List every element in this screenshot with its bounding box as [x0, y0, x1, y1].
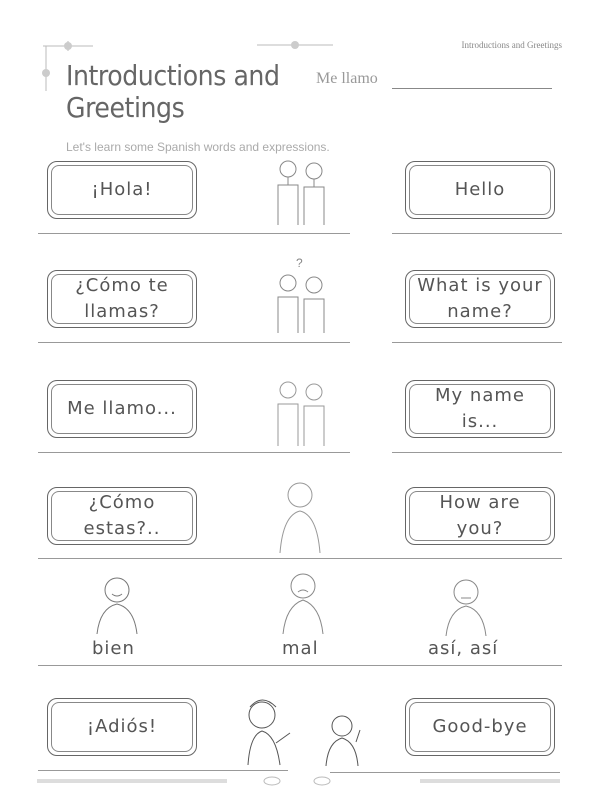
english-phrase: Hello	[454, 179, 506, 200]
instructions: Let's learn some Spanish words and expressions.	[66, 140, 330, 154]
svg-text:?: ?	[296, 256, 303, 270]
waving-girl-illustration	[240, 695, 300, 767]
footer-text	[420, 779, 560, 783]
english-phrase: What is your name?	[417, 275, 543, 322]
sad-face-illustration	[278, 570, 328, 636]
english-phrase: My name is...	[435, 385, 525, 432]
english-card	[405, 487, 555, 545]
child-illustration	[275, 475, 325, 555]
introducing-illustration	[268, 368, 334, 448]
english-phrase: How are you?	[439, 492, 521, 539]
asking-name-illustration	[268, 255, 334, 335]
english-card	[405, 698, 555, 756]
spanish-card	[47, 270, 197, 328]
feeling-word: bien	[92, 638, 135, 659]
ornament-icon	[255, 38, 335, 52]
spanish-card	[47, 161, 197, 219]
feeling-word: así, así	[428, 638, 499, 659]
page-title	[66, 60, 280, 124]
spanish-phrase: ¡Hola!	[91, 179, 153, 200]
spanish-phrase: ¿Cómo estas?..	[83, 492, 161, 539]
footer-text	[37, 779, 227, 783]
spanish-card	[47, 698, 197, 756]
spanish-phrase: ¡Adiós!	[86, 716, 158, 737]
feeling-word: mal	[282, 638, 319, 659]
name-field[interactable]	[392, 88, 552, 89]
english-card	[405, 161, 555, 219]
spanish-phrase: ¿Cómo te llamas?	[75, 275, 169, 322]
running-title: Introductions and Greetings	[461, 40, 562, 50]
name-label: Me llamo	[316, 70, 378, 87]
happy-face-illustration	[92, 572, 142, 636]
title-line: Greetings	[66, 91, 185, 124]
title-line: Introductions and	[66, 59, 280, 92]
english-card	[405, 270, 555, 328]
so-so-face-illustration	[440, 576, 492, 638]
spanish-phrase: Me llamo...	[67, 398, 177, 419]
english-card	[405, 380, 555, 438]
english-phrase: Good-bye	[432, 716, 528, 737]
spanish-card	[47, 380, 197, 438]
ornament-icon	[262, 775, 342, 787]
spanish-card	[47, 487, 197, 545]
waving-boy-illustration	[322, 712, 362, 768]
greeting-people-illustration	[268, 155, 334, 227]
